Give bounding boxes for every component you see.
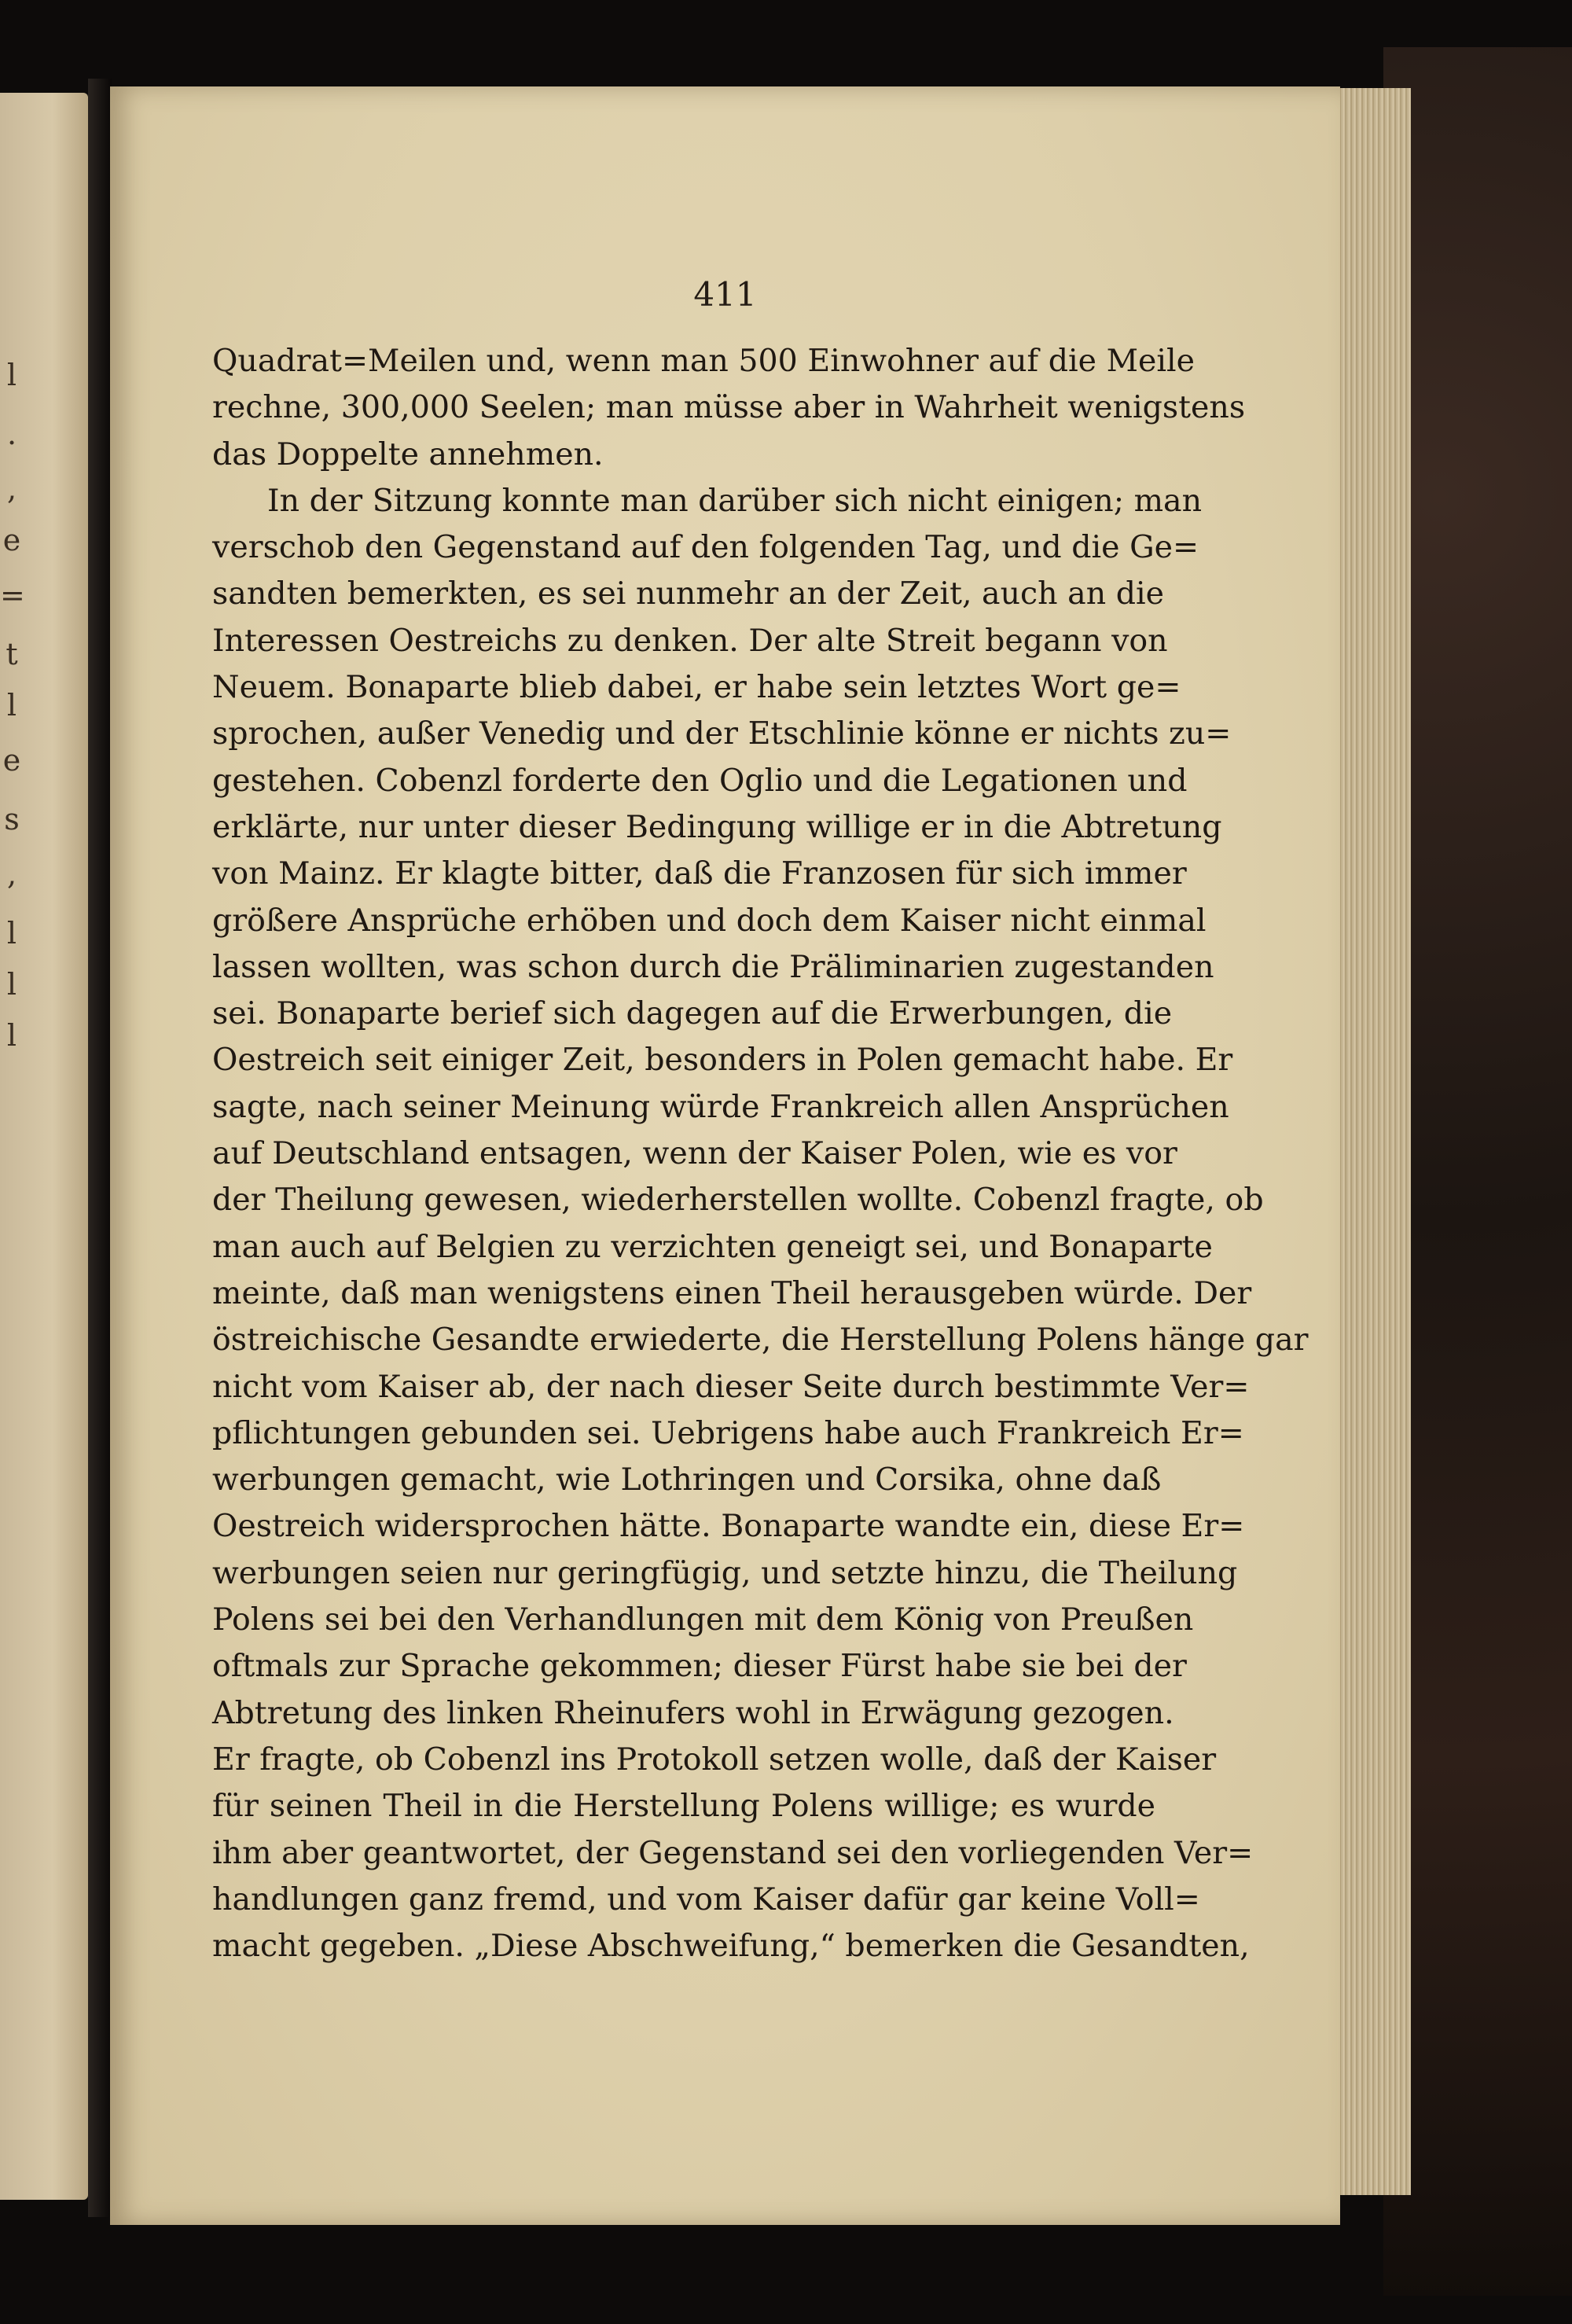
text-line: nicht vom Kaiser ab, der nach dieser Seite durch bestimmte Ver=	[212, 1368, 1250, 1405]
text-line: ihm aber geantwortet, der Gegenstand sei den vorliegenden Ver=	[212, 1834, 1254, 1871]
text-line: für seinen Theil in die Herstellung Polens willige; es wurde	[212, 1788, 1155, 1825]
text-line: größere Ansprüche erhöben und doch dem Kaiser nicht einmal	[212, 902, 1207, 939]
text-line: verschob den Gegenstand auf den folgenden Tag, und die Ge=	[212, 529, 1199, 566]
left-page-fragment: e	[2, 743, 21, 778]
left-page-fragment: l	[6, 358, 17, 392]
text-line: Polens sei bei den Verhandlungen mit dem König von Preußen	[212, 1601, 1194, 1638]
left-page-fragment: l	[6, 688, 17, 723]
text-line: Neuem. Bonaparte blieb dabei, er habe sein letztes Wort ge=	[212, 669, 1181, 706]
text-line: auf Deutschland entsagen, wenn der Kaiser Polen, wie es vor	[212, 1135, 1177, 1172]
book-cover-marbled	[1383, 47, 1572, 2296]
text-line: rechne, 300,000 Seelen; man müsse aber in Wahrheit wenigstens	[212, 389, 1246, 426]
book-gutter	[88, 79, 112, 2217]
left-page-fragment: =	[0, 578, 25, 612]
text-line: östreichische Gesandte erwiederte, die Herstellung Polens hänge gar	[212, 1322, 1309, 1359]
text-line: lassen wollten, was schon durch die Präliminarien zugestanden	[212, 948, 1214, 985]
text-line: sprochen, außer Venedig und der Etschlinie könne er nichts zu=	[212, 715, 1232, 752]
text-line: erklärte, nur unter dieser Bedingung willige er in die Abtretung	[212, 808, 1222, 845]
text-line: sandten bemerkten, es sei nunmehr an der Zeit, auch an die	[212, 575, 1164, 612]
text-line: Abtretung des linken Rheinufers wohl in Erwägung gezogen.	[212, 1694, 1174, 1731]
text-line: der Theilung gewesen, wiederherstellen wollte. Cobenzl fragte, ob	[212, 1182, 1264, 1219]
left-page-fragment: s	[4, 802, 20, 837]
text-line: man auch auf Belgien zu verzichten geneigt sei, und Bonaparte	[212, 1228, 1213, 1265]
text-line: sei. Bonaparte berief sich dagegen auf die Erwerbungen, die	[212, 995, 1173, 1032]
text-line: Oestreich widersprochen hätte. Bonaparte wandte ein, diese Er=	[212, 1508, 1245, 1545]
left-page-fragment: l	[6, 1018, 17, 1053]
text-line: von Mainz. Er klagte bitter, daß die Franzosen für sich immer	[212, 855, 1187, 892]
text-line: gestehen. Cobenzl forderte den Oglio und die Legationen und	[212, 762, 1188, 799]
text-line: In der Sitzung konnte man darüber sich nicht einigen; man	[267, 482, 1203, 519]
text-line: oftmals zur Sprache gekommen; dieser Fürst habe sie bei der	[212, 1648, 1187, 1685]
left-page-fragment: .	[6, 417, 17, 451]
left-page-edge	[0, 93, 88, 2200]
left-page-fragment: l	[6, 967, 17, 1002]
text-line: pflichtungen gebunden sei. Uebrigens habe auch Frankreich Er=	[212, 1414, 1244, 1451]
book-page	[110, 86, 1340, 2225]
page-number: 411	[693, 275, 757, 314]
left-page-fragment: t	[6, 637, 18, 671]
text-line: Quadrat=Meilen und, wenn man 500 Einwohner auf die Meile	[212, 343, 1196, 379]
text-line: Oestreich seit einiger Zeit, besonders in Polen gemacht habe. Er	[212, 1042, 1233, 1079]
page-stack-edge	[1336, 88, 1411, 2195]
left-page-fragment: e	[2, 523, 21, 557]
text-line: Interessen Oestreichs zu denken. Der alte Streit begann von	[212, 622, 1168, 659]
text-line: werbungen seien nur geringfügig, und setzte hinzu, die Theilung	[212, 1554, 1238, 1591]
text-line: das Doppelte annehmen.	[212, 436, 604, 473]
text-line: werbungen gemacht, wie Lothringen und Corsika, ohne daß	[212, 1462, 1162, 1498]
left-page-fragment: ,	[6, 857, 17, 892]
page-body-text	[212, 338, 1309, 1969]
text-line: handlungen ganz fremd, und vom Kaiser dafür gar keine Voll=	[212, 1881, 1200, 1918]
left-page-fragment: l	[6, 916, 17, 951]
text-line: sagte, nach seiner Meinung würde Frankreich allen Ansprüchen	[212, 1088, 1229, 1125]
text-line: Er fragte, ob Cobenzl ins Protokoll setzen wolle, daß der Kaiser	[212, 1741, 1217, 1778]
text-line: meinte, daß man wenigstens einen Theil herausgeben würde. Der	[212, 1274, 1252, 1311]
left-page-fragment: ,	[6, 472, 17, 506]
text-line: macht gegeben. „Diese Abschweifung,“ bemerken die Gesandten,	[212, 1928, 1250, 1965]
